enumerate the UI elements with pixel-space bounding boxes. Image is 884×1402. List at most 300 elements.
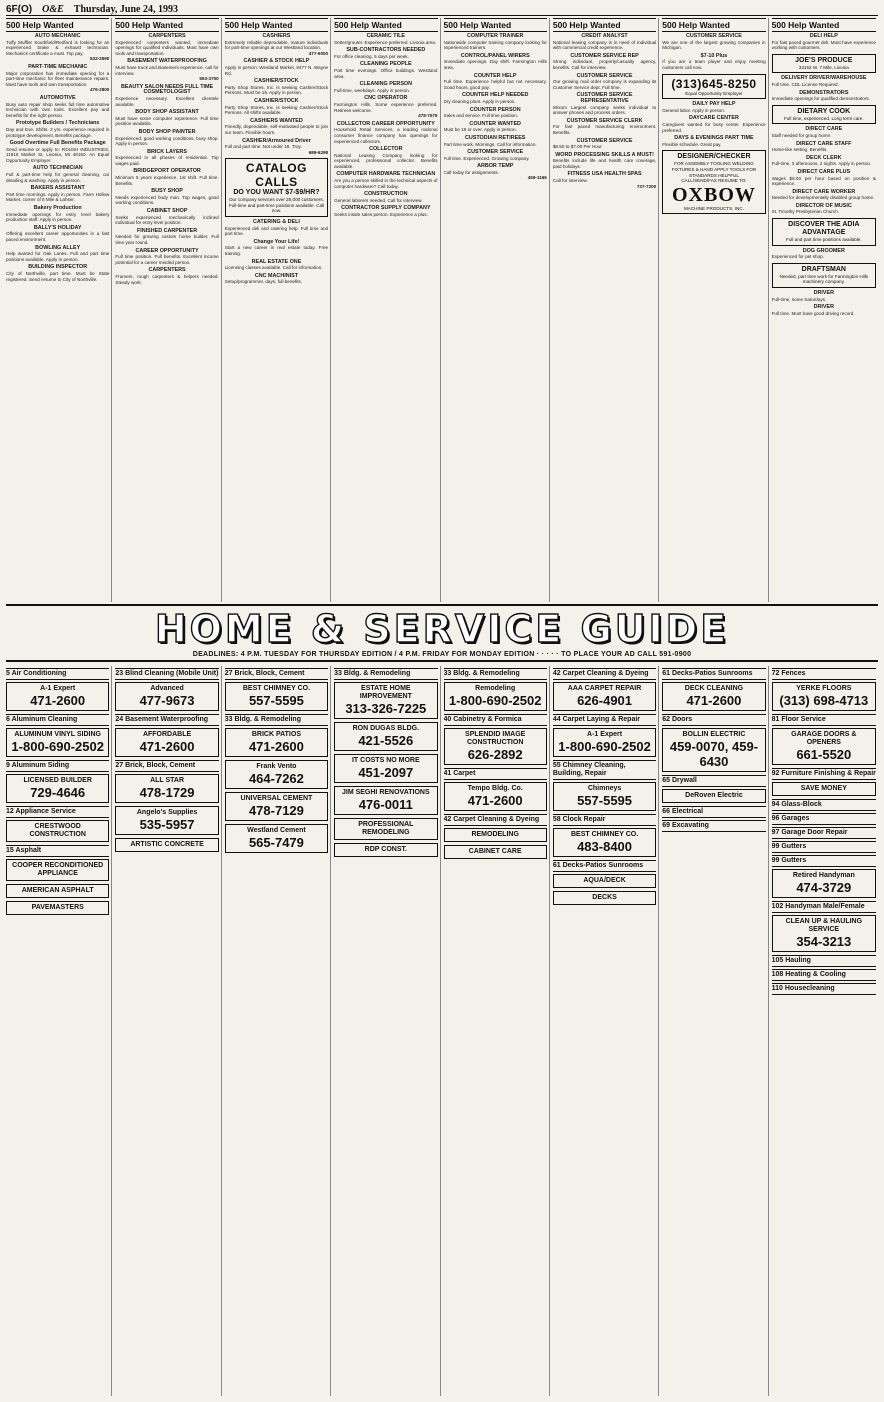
- ad-body: Flexible schedule. Great pay.: [662, 141, 722, 147]
- service-category: 27 Brick, Block, Cement: [225, 668, 328, 680]
- ad-headline: CLEANING PEOPLE: [360, 61, 412, 68]
- classified-ad: [225, 220, 328, 237]
- ad-headline: DAYCARE CENTER: [689, 115, 739, 122]
- ad-headline: Good Overtime Full Benefits Package: [9, 140, 106, 147]
- classified-ad: [772, 204, 876, 215]
- ad-body: $8.50 to $7.00 Per Hour: [552, 144, 602, 150]
- ad-headline: CUSTOMER SERVICE: [576, 137, 633, 144]
- classified-ad: [6, 34, 109, 62]
- ad-business-name: A-1 Expert: [587, 731, 623, 738]
- ad-body: Full and part time. Not under 18. Troy.: [224, 144, 302, 150]
- ad-headline: CUSTOMER SERVICE: [686, 33, 742, 39]
- ad-headline: COUNTER WANTED: [469, 120, 521, 127]
- classified-ad: [444, 34, 547, 51]
- page-folio: [6, 4, 878, 16]
- ad-body: Apply in person: Westland Market, 8477 N. Wayne Rd.: [224, 64, 329, 76]
- ad-phone: 532-3590: [89, 56, 110, 62]
- ad-headline: Prototype Builders / Technicians: [15, 120, 100, 127]
- ad-phone-number: 451-2097: [358, 765, 414, 780]
- service-ad: [553, 828, 656, 857]
- classified-column-3: [225, 18, 331, 602]
- ad-headline: COMPUTER TRAINER: [467, 33, 524, 39]
- ad-body: Our company services over 25,000 customers. Full-time and part-time positions available. Call now.: [228, 197, 325, 214]
- ad-phone-number: 471-2600: [467, 793, 523, 808]
- service-column-4: [334, 666, 440, 1396]
- classified-ad: [6, 121, 109, 138]
- service-category: 33 Bldg. & Remodeling: [225, 714, 328, 726]
- ad-body: Wixom Largest company seeks individual to answer phones and process orders.: [552, 104, 657, 116]
- ad-body: For office cleaning. 5 days per week.: [334, 53, 409, 59]
- ad-phone-number: 471-2600: [30, 693, 86, 708]
- ad-headline: DEMONSTRATORS: [799, 89, 849, 96]
- ad-body: Help wanted for Oak Lanes. Full and part time positions available. Apply in person.: [6, 251, 110, 262]
- classified-ad: [444, 122, 547, 133]
- ad-business-name: PROFESSIONAL REMODELING: [358, 821, 414, 836]
- service-ad: [225, 728, 328, 757]
- ad-body: Party Shop Stores, Inc. is seeking Cashier/Stock Persons. Must be 18. Apply in person.: [224, 84, 329, 96]
- ad-headline: BOWLING ALLEY: [35, 244, 81, 251]
- classified-ad: [334, 192, 437, 203]
- ad-body: Setter/grouter. Experience preferred. Livonia area.: [334, 39, 437, 45]
- service-ad: [115, 774, 218, 803]
- ad-body: Farmington Hills. Some experience preferred. Retirees welcome.: [334, 101, 438, 113]
- ad-headline: BRICK LAYERS: [147, 148, 188, 155]
- home-service-guide-banner: [6, 604, 878, 662]
- ad-body: Staff needed for group home.: [771, 132, 832, 138]
- classified-ad: [553, 93, 656, 115]
- ad-body: Minimum 5 years experience. 1st shift. Full time. Benefits.: [115, 175, 219, 186]
- ad-business-name: AMERICAN ASPHALT: [21, 887, 94, 894]
- service-ad: [553, 891, 656, 905]
- ad-business-name: Remodeling: [475, 685, 516, 692]
- service-column-6: [553, 666, 659, 1396]
- company-name: MACHINE PRODUCTS, INC.: [683, 205, 744, 211]
- page-number: 6F(O): [6, 4, 33, 15]
- ad-phone-number: 557-5595: [248, 693, 304, 708]
- service-category: 97 Garage Door Repair: [772, 827, 876, 839]
- ad-business-name: ALL STAR: [150, 777, 185, 784]
- ad-business-name: CRESTWOOD CONSTRUCTION: [29, 823, 86, 838]
- classified-ad: [115, 249, 218, 266]
- classified-ad: [6, 166, 109, 183]
- help-wanted-section: [6, 18, 878, 602]
- ad-headline: CASHIER/STOCK: [254, 97, 299, 104]
- ad-body: Immediate openings. Day shift. Farmington Hills area.: [443, 59, 547, 70]
- ad-body: Full-time, weekdays. Apply in person.: [334, 87, 410, 93]
- service-category: 12 Appliance Service: [6, 806, 109, 818]
- service-ad: [115, 728, 218, 757]
- service-ad: [444, 845, 547, 859]
- service-category: 40 Cabinetry & Formica: [444, 714, 547, 726]
- classified-ad: [772, 127, 876, 138]
- service-ad: [662, 728, 765, 772]
- classified-ad: [772, 76, 876, 87]
- ad-business-name: ARTISTIC CONCRETE: [130, 841, 204, 848]
- ad-body: Experienced for pet shop.: [771, 254, 824, 260]
- classified-ad: [115, 189, 218, 206]
- ad-headline: Change Your Life!: [253, 238, 300, 245]
- ad-phone: 553-3700: [199, 76, 219, 82]
- classified-ad: [334, 96, 437, 118]
- classified-ad: [334, 172, 437, 189]
- service-category: 96 Garages: [772, 813, 876, 825]
- ad-headline: Bakery Production: [33, 205, 82, 212]
- ad-headline: DOG GROOMER: [802, 247, 845, 254]
- ad-headline: CONTROL/PANEL WIRERS: [460, 52, 530, 59]
- classified-ad: [334, 122, 437, 144]
- ad-body: Experienced carpenters wanted, immediate openings for qualified individuals. Must have own tools and transportation.: [115, 39, 219, 56]
- service-ad: [334, 722, 437, 751]
- ad-body: Framers, rough carpenters & helpers needed. Steady work.: [115, 273, 219, 285]
- ad-body: Full time, experienced. Long term care.: [783, 115, 864, 121]
- service-ad: [444, 682, 547, 711]
- classified-ad: [444, 93, 547, 104]
- classified-ad: [334, 62, 437, 79]
- ad-phone-number: 557-5595: [577, 793, 633, 808]
- classified-ad: [772, 142, 876, 153]
- ad-phone-number: (313) 698-4713: [779, 693, 869, 708]
- classified-column-1: [6, 18, 112, 602]
- service-ad: [115, 838, 218, 852]
- ad-body: Start a new career in real estate today. Free training.: [224, 245, 329, 257]
- service-ad: [6, 774, 109, 803]
- ad-business-name: Westland Cement: [247, 827, 306, 834]
- ad-body: Must be 18 or over. Apply in person.: [443, 127, 517, 133]
- ad-body: General labor. Apply in person.: [662, 107, 726, 113]
- ad-address: 33152 W. 7 Mile, Livonia: [798, 64, 849, 70]
- service-category: 5 Air Conditioning: [6, 668, 109, 680]
- ad-headline: CABINET SHOP: [146, 208, 188, 215]
- service-category: 72 Fences: [772, 668, 876, 680]
- ad-business-name: CLEAN UP & HAULING SERVICE: [785, 918, 863, 933]
- ad-phone-number: 1-800-690-2502: [558, 739, 651, 754]
- classified-ad: [225, 79, 328, 96]
- ad-body: Household Retail Services, a leading national consumer finance company has openings for experienced collectors.: [334, 127, 438, 144]
- ad-headline: CARPENTERS: [148, 267, 186, 274]
- ad-headline: DRAFTSMAN: [801, 265, 846, 273]
- classified-ad: [444, 54, 547, 71]
- ad-headline: COMPUTER HARDWARE TECHNICIAN: [336, 171, 436, 178]
- ad-body: Full-time, 3 afternoons, 2 nights. Apply in person.: [771, 161, 872, 167]
- classified-ad: [553, 54, 656, 71]
- ad-business-name: PAVEMASTERS: [31, 904, 84, 911]
- ad-headline: CONTRACTOR SUPPLY COMPANY: [341, 205, 431, 212]
- ad-business-name: DECKS: [592, 894, 617, 901]
- ad-body: Are you a person skilled in the technical aspects of computer hardware? Call today.: [334, 178, 438, 189]
- ad-headline: BODY SHOP ASSISTANT: [135, 109, 199, 116]
- ad-business-name: RDP CONST.: [364, 846, 407, 853]
- column-heading: 500 Help Wanted: [444, 18, 547, 32]
- column-heading: 500 Help Wanted: [225, 18, 328, 32]
- ad-body: Setup/programmer, days, full benefits.: [224, 279, 303, 285]
- classified-ad: [662, 34, 765, 51]
- ad-body: We are one of the largest growing companies in Michigan.: [662, 39, 766, 51]
- classified-ad: [772, 170, 876, 187]
- classified-ad: [772, 156, 876, 167]
- classified-column-8: [772, 18, 878, 602]
- ad-headline: DESIGNER/CHECKER: [677, 153, 751, 161]
- ad-body: Needed for developmentally disabled group home.: [771, 195, 875, 201]
- ad-business-name: Chimneys: [587, 785, 622, 792]
- ad-headline: DRIVER: [813, 290, 834, 297]
- banner-title: HOME & SERVICE GUIDE: [154, 606, 730, 651]
- service-category: 24 Basement Waterproofing: [115, 714, 218, 726]
- classified-ad: [225, 99, 328, 116]
- service-ad: [225, 792, 328, 821]
- ad-body: Tuffy Muffler Southfield/Redford is looking for an experienced brake & exhaust technician. Mechanics certificate a must. Top pay.: [6, 39, 110, 56]
- ad-body: Nationwide computer training company looking for experienced trainers.: [443, 39, 547, 51]
- ad-body: Sales and service. Full time position.: [443, 113, 519, 119]
- ad-body: Immediate openings for qualified demonstrators.: [771, 96, 870, 102]
- ad-headline: DIRECT CARE: [805, 126, 843, 133]
- classified-ad: [662, 102, 765, 113]
- ad-body: Needed, part time work for Farmington Hills machinery company.: [779, 273, 869, 285]
- ad-business-name: IT COSTS NO MORE: [351, 757, 420, 764]
- ad-body: Equal Opportunity Employer: [685, 90, 743, 96]
- service-category: 6 Aluminum Cleaning: [6, 714, 109, 726]
- classified-ad: [115, 169, 218, 186]
- ad-body: Needs experienced body man. Top wages, good working conditions.: [115, 194, 219, 206]
- classified-ad: [772, 34, 876, 51]
- classified-ad: [772, 190, 876, 201]
- classified-column-4: [334, 18, 440, 602]
- ad-headline: DRIVER: [813, 304, 834, 311]
- classified-ad: [115, 150, 218, 167]
- classified-ad: [662, 54, 765, 71]
- service-category: 15 Asphalt: [6, 845, 109, 857]
- ad-phone: 476-2800: [89, 87, 110, 93]
- ad-headline: AUTOMOTIVE: [39, 94, 76, 101]
- ad-headline: DIRECTOR OF MUSIC: [795, 202, 852, 209]
- classified-ad: [115, 110, 218, 127]
- ad-headline: CATALOG CALLS: [245, 161, 307, 190]
- adia-ad: [772, 218, 876, 246]
- classified-ad: [115, 229, 218, 246]
- ad-body: National Leasing Company looking for experienced, professional collector. Benefits available.: [334, 152, 438, 169]
- ad-subhead: DO YOU WANT $7-$9/HR?: [233, 189, 320, 197]
- ad-body: National leasing company is in need of individual with commercial credit experience.: [552, 39, 657, 51]
- ad-business-name: GARAGE DOORS & OPENERS: [791, 731, 857, 746]
- ad-body: Wages $6.00 per hour based on position & experience.: [771, 175, 876, 187]
- ad-phone-number: 459-0070, 459-6430: [669, 739, 759, 769]
- column-heading: 500 Help Wanted: [772, 18, 876, 32]
- ad-body: Strong individual, property/casualty agency, benefits. Call for interview.: [552, 59, 657, 70]
- ad-body: Day and Eve. Shifts. 2 yrs. experience required in prototype development. Benefits package.: [6, 126, 110, 138]
- ad-business-name: COOPER RECONDITIONED APPLIANCE: [12, 862, 104, 877]
- ad-body: Friendly, dependable, self-motivated people to join our team. Flexible hours.: [224, 124, 329, 135]
- ad-phone-number: 474-3729: [796, 880, 852, 895]
- service-category: 105 Hauling: [772, 955, 876, 967]
- ad-phone-number: 471-2600: [139, 739, 195, 754]
- ad-body: If you are a team player and enjoy meeting customers call now.: [662, 59, 766, 70]
- classified-ad: [6, 65, 109, 93]
- ad-phone-number: 471-2600: [248, 739, 304, 754]
- ad-business-name: REMODELING: [471, 831, 519, 838]
- ad-body: Licensing classes available. Call for information.: [224, 265, 323, 271]
- ad-business-name: JIM SEGHI RENOVATIONS: [341, 789, 430, 796]
- ad-headline: BASEMENT WATERPROOFING: [127, 58, 207, 65]
- ad-headline: COUNTER PERSON: [469, 106, 521, 113]
- ad-body: Busy auto repair shop seeks full time automotive technician with own tools. Excellent pay and benefits for the right person.: [6, 101, 110, 118]
- service-ad: [444, 782, 547, 811]
- ad-business-name: SAVE MONEY: [800, 785, 847, 792]
- ad-phone-number: 354-3213: [796, 934, 852, 949]
- ad-body: Experience necessary. Excellent clientele available.: [115, 95, 219, 107]
- ad-body: Full-time, some Saturdays.: [771, 296, 827, 302]
- ad-body: Seeks experienced mechanically inclined individual for entry level position.: [115, 214, 219, 226]
- ad-business-name: SPLENDID IMAGE CONSTRUCTION: [465, 731, 526, 746]
- publication-name: O&E: [42, 4, 64, 15]
- service-column-1: [6, 666, 112, 1396]
- ad-headline: CERAMIC TILE: [366, 33, 405, 39]
- service-category: 94 Glass-Block: [772, 799, 876, 811]
- service-category: 9 Aluminum Siding: [6, 760, 109, 772]
- service-category: 58 Clock Repair: [553, 814, 656, 826]
- classified-ad: [225, 34, 328, 56]
- ad-body: Full time position. Full benefits. Excellent income potential for a career minded person.: [115, 254, 219, 265]
- service-ad: [334, 843, 437, 857]
- ad-body: Must have some computer experience. Full time position available.: [115, 115, 219, 127]
- classified-ad: [225, 59, 328, 76]
- classified-ad: [115, 85, 218, 107]
- ad-body: General laborers needed. Call for interview.: [334, 197, 423, 203]
- classified-ad: [6, 206, 109, 223]
- service-category: 108 Heating & Cooling: [772, 969, 876, 981]
- ad-body: Caregivers wanted for busy center. Experience preferred.: [662, 121, 766, 133]
- ad-body: Part time work. Mornings. Call for information.: [443, 141, 537, 147]
- issue-date: Thursday, June 24, 1993: [73, 4, 178, 15]
- classified-ad: [444, 164, 547, 181]
- service-column-2: [115, 666, 221, 1396]
- ad-business-name: YERKE FLOORS: [796, 685, 852, 692]
- ad-body: Immediate openings for entry level bakery production staff. Apply in person.: [6, 211, 110, 223]
- classified-ad: [225, 139, 328, 156]
- ad-business-name: UNIVERSAL CEMENT: [240, 795, 313, 802]
- service-ad: [662, 682, 765, 711]
- ad-phone-number: 478-1729: [139, 785, 195, 800]
- ad-headline: BEAUTY SALON NEEDS FULL TIME COSMETOLOGIST: [121, 83, 214, 96]
- ad-headline: CUSTOMER SERVICE: [467, 149, 524, 156]
- classified-ad: [553, 153, 656, 170]
- service-category: 99 Gutters: [772, 855, 876, 867]
- ad-headline: BALLY'S HOLIDAY: [33, 224, 82, 231]
- service-ad: [334, 754, 437, 783]
- ad-body: Call today for assignments.: [443, 169, 499, 175]
- ad-phone-number: 626-2892: [467, 747, 523, 762]
- column-heading: 500 Help Wanted: [553, 18, 656, 32]
- ad-headline: CUSTOMER SERVICE REPRESENTATIVE: [576, 92, 633, 104]
- ad-headline: DIETARY COOK: [797, 107, 851, 115]
- service-category: 92 Furniture Finishing & Repair: [772, 768, 876, 780]
- ad-phone: 737-7200: [636, 183, 657, 189]
- classified-ad: [662, 116, 765, 133]
- ad-headline: $7-10 Plus: [700, 52, 728, 59]
- ad-contact: CALL/SEND/FAX RESUME TO:: [681, 178, 747, 184]
- joes-produce-ad: [772, 54, 876, 74]
- ad-body: Home-like setting. Benefits.: [771, 147, 828, 153]
- service-ad: [6, 728, 109, 757]
- service-category: 27 Brick, Block, Cement: [115, 760, 218, 772]
- ad-phone-number: 1-800-690-2502: [11, 739, 104, 754]
- ad-business-name: ESTATE HOME IMPROVEMENT: [359, 685, 412, 700]
- service-category: 69 Excavating: [662, 820, 765, 832]
- ad-headline: CNC MACHINIST: [254, 272, 298, 279]
- ad-body: Must have truck and Basement experience, call for interview.: [115, 64, 219, 76]
- banner-deadline: DEADLINES: 4 P.M. TUESDAY FOR THURSDAY EDITION / 4 P.M. FRIDAY FOR MONDAY EDITION · · · · · TO PLACE YOUR AD CALL 591-0900: [192, 650, 692, 658]
- ad-body: Full and part time positions available.: [786, 237, 862, 243]
- ad-headline: CLEANING PERSON: [359, 81, 413, 88]
- classified-ad: [444, 108, 547, 119]
- classified-ad: [662, 136, 765, 147]
- draftsman-ad: [772, 263, 876, 288]
- service-ad: [334, 786, 437, 815]
- oxbow-logo: OXBOW: [671, 183, 756, 206]
- catalog-calls-ad: [225, 158, 328, 217]
- ad-headline: DAYS & EVENINGS PART TIME: [674, 135, 754, 142]
- ad-headline: COLLECTOR: [369, 146, 403, 153]
- ad-body: Part time evenings. Office buildings. Westland area.: [334, 67, 438, 79]
- ad-body: Dry cleaning plant. Apply in person.: [443, 98, 516, 104]
- classified-ad: [772, 91, 876, 102]
- service-ad: [772, 782, 876, 796]
- service-category: 41 Carpet: [444, 768, 547, 780]
- ad-body: Benefits include life and health care coverage, paid holidays.: [552, 158, 657, 169]
- ad-business-name: Tempo Bldg. Co.: [467, 785, 523, 792]
- service-ad: [334, 818, 437, 840]
- ad-headline: CASHIER & STOCK HELP: [243, 58, 310, 65]
- service-ad: [444, 728, 547, 765]
- classified-ad: [225, 260, 328, 271]
- service-category: 65 Drywall: [662, 775, 765, 787]
- service-category: 110 Housecleaning: [772, 983, 876, 995]
- ad-headline: CONSTRUCTION: [364, 191, 408, 198]
- service-column-7: [662, 666, 768, 1396]
- column-heading: 500 Help Wanted: [662, 18, 765, 32]
- ad-phone-number: 535-5957: [139, 817, 195, 832]
- phone-box-ad: [662, 74, 765, 100]
- ad-business-name: BOLLIN ELECTRIC: [682, 731, 746, 738]
- classified-ad: [225, 119, 328, 136]
- ad-business-name: BEST CHIMNEY CO.: [570, 831, 639, 838]
- ad-headline: WORD PROCESSING SKILLS A MUST!: [555, 151, 654, 158]
- classified-ad: [6, 246, 109, 263]
- ad-business-name: BRICK PATIOS: [251, 731, 301, 738]
- ad-headline: DELI HELP: [809, 33, 838, 39]
- ad-body: Full time. Must have good driving record.: [771, 310, 855, 316]
- ad-body: Experienced, good working conditions, busy shop. Apply in person.: [115, 135, 219, 147]
- service-column-3: [225, 666, 331, 1396]
- ad-headline: FITNESS USA HEALTH SPAS: [567, 171, 642, 178]
- ad-business-name: Frank Vento: [256, 763, 297, 770]
- service-ad: [662, 789, 765, 803]
- classified-ad: [553, 74, 656, 91]
- ad-headline: DIRECT CARE PLUS: [797, 168, 851, 175]
- service-category: 33 Bldg. & Remodeling: [334, 668, 437, 680]
- service-category: 99 Gutters: [772, 841, 876, 853]
- ad-body: Full & part-time help for general cleaning, car detailing & washing. Apply in person.: [6, 172, 110, 183]
- service-ad: [553, 728, 656, 757]
- classified-ad: [553, 34, 656, 51]
- ad-body: Needed for growing custom home builder. Full time year round.: [115, 234, 219, 245]
- ad-phone-number: (313)645-8250: [671, 76, 757, 91]
- ad-headline: JOE'S PRODUCE: [795, 56, 853, 64]
- ad-headline: CASHIER/STOCK: [254, 78, 299, 85]
- ad-body: For fast paced gourmet deli. Must have experience working with customers.: [771, 39, 876, 51]
- ad-headline: DIRECT CARE WORKER: [792, 188, 856, 195]
- service-ad: [334, 682, 437, 719]
- ad-phone-number: 1-800-690-2502: [448, 693, 542, 708]
- service-ad: [772, 869, 876, 898]
